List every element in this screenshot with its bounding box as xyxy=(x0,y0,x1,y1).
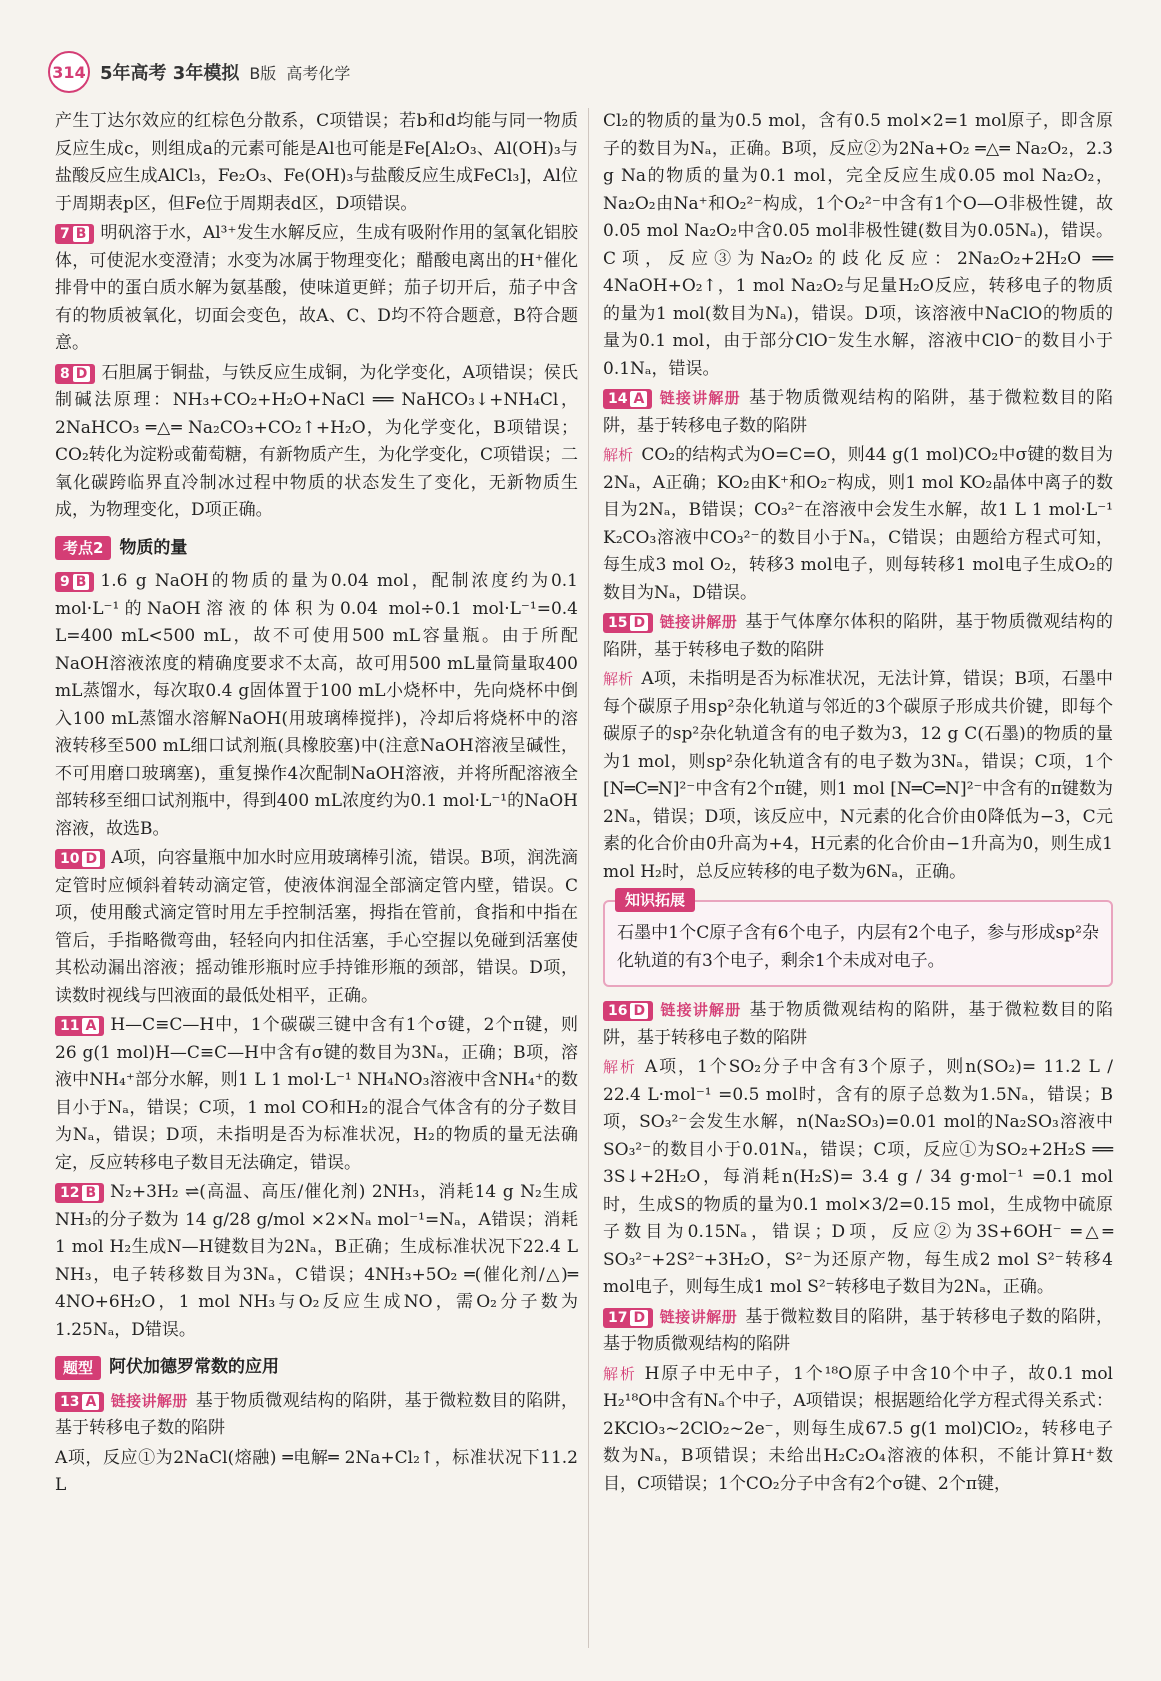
question-number: 13 xyxy=(60,1393,80,1410)
answer-letter: D xyxy=(82,851,100,867)
trap-description: 基于气体摩尔体积的陷阱，基于物质微观结构的陷阱，基于转移电子数的陷阱 xyxy=(603,612,1113,660)
answer-item xyxy=(55,220,578,358)
knowledge-extension-text: 石墨中1个C原子含有6个电子，内层有2个电子，参与形成sp²杂化轨道的有3个电子，剩余1个未成对电子。 xyxy=(617,923,1099,971)
analysis-text: A项，1个SO₂分子中含有3个原子，则n(SO₂)= 11.2 L / 22.4 L·mol⁻¹ =0.5 mol时，含有的原子总数为1.5Nₐ，错误；B项，SO₃²⁻会发生水解，n(Na₂SO₃)=0.01 mol的Na₂SO₃溶液中SO₃²⁻的数目小于0.01Nₐ，错误；C项，反应①为SO₂+2H₂S ══ 3S↓+2H₂O，每消耗n(H₂S)= 3.4 g / 34 g·mol⁻¹ =0.1 mol时，生成S的物质的量为0.1 mol×3/2=0.15 mol，生成物中硫原子数目为0.15Nₐ，错误；D项，反应②为3S+6OH⁻ ═△═ SO₃²⁻+2S²⁻+3H₂O，S²⁻为还原产物，每生成2 mol S²⁻转移4 mol电子，则每生成1 mol S²⁻转移电子数目为2Nₐ，正确。 xyxy=(603,1057,1113,1297)
paragraph: Cl₂的物质的量为0.5 mol，含有0.5 mol×2=1 mol原子，即含原子的数目为Nₐ，正确。B项，反应②为2Na+O₂ ═△═ Na₂O₂，2.3 g Na的物质的量为0.1 mol，完全反应生成0.05 mol Na₂O₂，Na₂O₂由Na⁺和O₂²⁻构成，1个O₂²⁻中含有1个O—O非极性键，故0.05 mol Na₂O₂中含0.05 mol非极性键(数目为0.05Nₐ)，错误。C项，反应③为Na₂O₂的歧化反应：2Na₂O₂+2H₂O ══ 4NaOH+O₂↑，1 mol Na₂O₂与足量H₂O反应，转移电子的物质的量为1 mol(数目为Nₐ)，错误。D项，该溶液中NaClO的物质的量为0.1 mol，由于部分ClO⁻发生水解，溶液中ClO⁻的数目小于0.1Nₐ，错误。 xyxy=(603,111,1113,379)
paragraph: A项，反应①为2NaCl(熔融) ═电解═ 2Na+Cl₂↑，标准状况下11.2 L xyxy=(55,1447,578,1495)
analysis-label: 解析 xyxy=(603,670,634,688)
answer-badge xyxy=(603,1308,653,1328)
analysis-paragraph xyxy=(603,1361,1113,1499)
answer-item xyxy=(55,360,578,525)
question-number: 12 xyxy=(60,1185,80,1201)
analysis-text: A项，未指明是否为标准状况，无法计算，错误；B项，石墨中每个碳原子用sp²杂化轨道与邻近的3个碳原子形成共价键，即每个碳原子的sp²杂化轨道含有的电子数为3，12 g C(石墨)的物质的量为1 mol，则sp²杂化轨道含有的电子数为3Nₐ，错误；C项，1个[N═C═N]²⁻中含有2个π键，则1 mol [N═C═N]²⁻中含有的π键数为2Nₐ，错误；D项，该反应中，N元素的化合价由0降低为−3，C元素的化合价由0升高为+4，H元素的化合价由−1升高为0，则生成1 mol H₂时，总反应转移的电子数为6Nₐ，正确。 xyxy=(603,669,1113,882)
answer-letter: B xyxy=(82,1185,99,1201)
question-number: 17 xyxy=(608,1309,628,1326)
answer-item xyxy=(603,609,1113,664)
link-explanation-label[interactable]: 链接讲解册 xyxy=(110,1391,188,1410)
answer-text: 1.6 g NaOH的物质的量为0.04 mol，配制浓度约为0.1 mol·L⁻¹的NaOH溶液的体积为0.04 mol÷0.1 mol·L⁻¹=0.4 L=400 mL<500 mL，故不可使用500 mL容量瓶。由于所配NaOH溶液浓度的精确度要求不太高，故可用500 mL量筒量取400 mL蒸馏水，每次取0.4 g固体置于100 mL小烧杯中，先向烧杯中倒入100 mL蒸馏水溶解NaOH(用玻璃棒搅拌)，冷却后将烧杯中的溶液转移至500 mL细口试剂瓶(具橡胶塞)中(注意NaOH溶液呈碱性，不可用磨口玻璃塞)，重复操作4次配制NaOH溶液，并将所配溶液全部转移至细口试剂瓶中，得到400 mL浓度约为0.1 mol·L⁻¹的NaOH溶液，故选B。 xyxy=(55,571,578,839)
question-number: 14 xyxy=(608,391,628,407)
section-heading xyxy=(55,1354,578,1382)
trap-description: 基于微粒数目的陷阱，基于转移电子数的陷阱，基于物质微观结构的陷阱 xyxy=(603,1306,1113,1354)
answer-badge xyxy=(55,224,94,244)
link-explanation-label[interactable]: 链接讲解册 xyxy=(658,389,741,407)
analysis-paragraph xyxy=(603,442,1113,607)
answer-item xyxy=(55,1179,578,1344)
analysis-label: 解析 xyxy=(603,1364,637,1383)
answer-letter: D xyxy=(630,1003,648,1019)
section-tag: 考点2 xyxy=(55,536,111,560)
page-header xyxy=(48,52,350,92)
link-explanation-label[interactable]: 链接讲解册 xyxy=(659,613,738,631)
analysis-text: CO₂的结构式为O=C=O，则44 g(1 mol)CO₂中σ键的数目为2Nₐ，A正确；KO₂由K⁺和O₂⁻构成，则1 mol KO₂晶体中离子的数目为2Nₐ，B错误；CO₃²⁻在溶液中会发生水解，故1 L 1 mol·L⁻¹ K₂CO₃溶液中CO₃²⁻的数目小于Nₐ，C错误；由题给方程式可知，每生成3 mol O₂，转移3 mol电子，则每转移1 mol电子生成O₂的数目为Nₐ，D错误。 xyxy=(603,445,1113,603)
answer-text: 明矾溶于水，Al³⁺发生水解反应，生成有吸附作用的氢氧化铝胶体，可使泥水变澄清；水变为冰属于物理变化；醋酸电离出的H⁺催化排骨中的蛋白质水解为氨基酸，使味道更鲜；茄子切开后，茄子中含有的物质被氧化，切面会变色，故A、C、D均不符合题意，B符合题意。 xyxy=(55,223,578,353)
section-heading xyxy=(55,535,578,563)
question-number: 9 xyxy=(60,574,70,590)
answer-badge xyxy=(55,849,105,869)
page-number: 314 xyxy=(48,51,90,93)
book-title: 5年高考 3年模拟 xyxy=(100,63,240,84)
answer-item xyxy=(603,385,1113,440)
answer-letter: B xyxy=(73,574,90,590)
answer-text: 石胆属于铜盐，与铁反应生成铜，为化学变化，A项错误；侯氏制碱法原理：NH₃+CO₂+H₂O+NaCl ══ NaHCO₃↓+NH₄Cl，2NaHCO₃ ═△═ Na₂CO₃+CO₂↑+H₂O，为化学变化，B项错误；CO₂转化为淀粉或葡萄糖，有新物质产生，为化学变化，C项错误；二氧化碳跨临界直冷制冰过程中物质的状态发生了变化，无新物质生成，为物理变化，D项正确。 xyxy=(55,362,578,520)
analysis-paragraph xyxy=(603,1054,1113,1302)
answer-item xyxy=(55,568,578,843)
question-number: 7 xyxy=(60,226,70,242)
link-explanation-label[interactable]: 链接讲解册 xyxy=(659,1001,742,1019)
analysis-text: H原子中无中子，1个¹⁸O原子中含10个中子，故0.1 mol H₂¹⁸O中含有Nₐ个中子，A项错误；根据题给化学方程式得关系式：2KClO₃~2ClO₂~2e⁻，则每生成67.5 g(1 mol)ClO₂，转移电子数为Nₐ，B项错误；未给出H₂C₂O₄溶液的体积，不能计算H⁺数目，C项错误；1个CO₂分子中含有2个σ键、2个π键， xyxy=(603,1363,1113,1494)
answer-badge xyxy=(603,389,652,409)
answer-letter: D xyxy=(73,366,91,382)
question-number: 8 xyxy=(60,365,70,382)
answer-badge xyxy=(603,613,653,633)
column-divider xyxy=(588,108,589,1648)
trap-description: 基于物质微观结构的陷阱，基于微粒数目的陷阱，基于转移电子数的陷阱 xyxy=(603,388,1113,436)
answer-item xyxy=(55,1388,578,1443)
knowledge-extension-box xyxy=(603,891,1113,987)
question-number: 15 xyxy=(608,615,628,631)
answer-item xyxy=(603,997,1113,1052)
answer-badge xyxy=(55,364,95,384)
link-explanation-label[interactable]: 链接讲解册 xyxy=(659,1307,738,1326)
answer-text: A项，向容量瓶中加水时应用玻璃棒引流，错误。B项，润洗滴定管时应倾斜着转动滴定管，使液体润湿全部滴定管内壁，错误。C项，使用酸式滴定管时用左手控制活塞，拇指在管前，食指和中指在管后，手指略微弯曲，轻轻向内扣住活塞，手心空握以免碰到活塞使其松动漏出溶液；摇动锥形瓶时应手持锥形瓶的颈部，错误。D项，读数时视线与凹液面的最低处相平，正确。 xyxy=(55,848,578,1006)
section-title: 物质的量 xyxy=(119,537,188,558)
question-number: 16 xyxy=(608,1003,628,1019)
answer-badge xyxy=(603,1001,653,1021)
section-tag: 题型 xyxy=(55,1356,101,1380)
knowledge-extension-title: 知识拓展 xyxy=(615,888,695,912)
right-column xyxy=(603,108,1113,1500)
answer-badge xyxy=(55,1016,104,1036)
answer-badge xyxy=(55,1183,104,1203)
question-number: 10 xyxy=(60,851,80,867)
trap-description: 基于物质微观结构的陷阱，基于微粒数目的陷阱，基于转移电子数的陷阱 xyxy=(55,1390,578,1438)
paragraph: 产生丁达尔效应的红棕色分散系，C项错误；若b和d均能与同一物质反应生成c，则组成a的元素可能是Al也可能是Fe[Al₂O₃、Al(OH)₃与盐酸反应生成AlCl₃，Fe₂O₃、Fe(OH)₃与盐酸反应生成FeCl₃]，Al位于周期表p区，但Fe位于周期表d区，D项错误。 xyxy=(55,111,578,214)
section-title: 阿伏加德罗常数的应用 xyxy=(109,1357,280,1377)
analysis-paragraph xyxy=(603,666,1113,886)
answer-badge xyxy=(55,572,94,592)
answer-item xyxy=(55,1012,578,1177)
analysis-label: 解析 xyxy=(603,446,634,464)
answer-letter: A xyxy=(82,1018,99,1034)
answer-letter: B xyxy=(73,226,90,242)
answer-letter: D xyxy=(630,615,648,631)
question-number: 11 xyxy=(60,1018,80,1034)
trap-description: 基于物质微观结构的陷阱，基于微粒数目的陷阱，基于转移电子数的陷阱 xyxy=(603,1000,1113,1048)
answer-text: N₂+3H₂ ⇌(高温、高压/催化剂) 2NH₃，消耗14 g N₂生成NH₃的分子数为 14 g/28 g/mol ×2×Nₐ mol⁻¹=Nₐ，A错误；消耗1 mol H₂生成N—H键数目为2Nₐ，B正确；生成标准状况下22.4 L NH₃，电子转移数目为3Nₐ，C错误；4NH₃+5O₂ ═(催化剂/△)═ 4NO+6H₂O，1 mol NH₃与O₂反应生成NO，需O₂分子数为1.25Nₐ，D错误。 xyxy=(55,1182,578,1340)
answer-letter: A xyxy=(630,391,647,407)
analysis-label: 解析 xyxy=(603,1058,637,1076)
answer-item xyxy=(55,845,578,1010)
answer-text: H—C≡C—H中，1个碳碳三键中含有1个σ键，2个π键，则26 g(1 mol)H—C≡C—H中含有σ键的数目为3Nₐ，正确；B项，溶液中NH₄⁺部分水解，则1 L 1 mol·L⁻¹ NH₄NO₃溶液中含NH₄⁺的数目小于Nₐ，错误；C项，1 mol CO和H₂的混合气体含有的分子数目为Nₐ，错误；D项，未指明是否为标准状况，H₂的物质的量无法确定，反应转移电子数目无法确定，错误。 xyxy=(55,1015,578,1173)
left-column xyxy=(55,108,578,1502)
answer-badge xyxy=(55,1392,104,1412)
answer-letter: D xyxy=(630,1310,648,1326)
edition-label: B版 xyxy=(249,63,277,83)
subject-label: 高考化学 xyxy=(286,63,351,83)
answer-letter: A xyxy=(82,1394,99,1410)
answer-item xyxy=(603,1304,1113,1359)
